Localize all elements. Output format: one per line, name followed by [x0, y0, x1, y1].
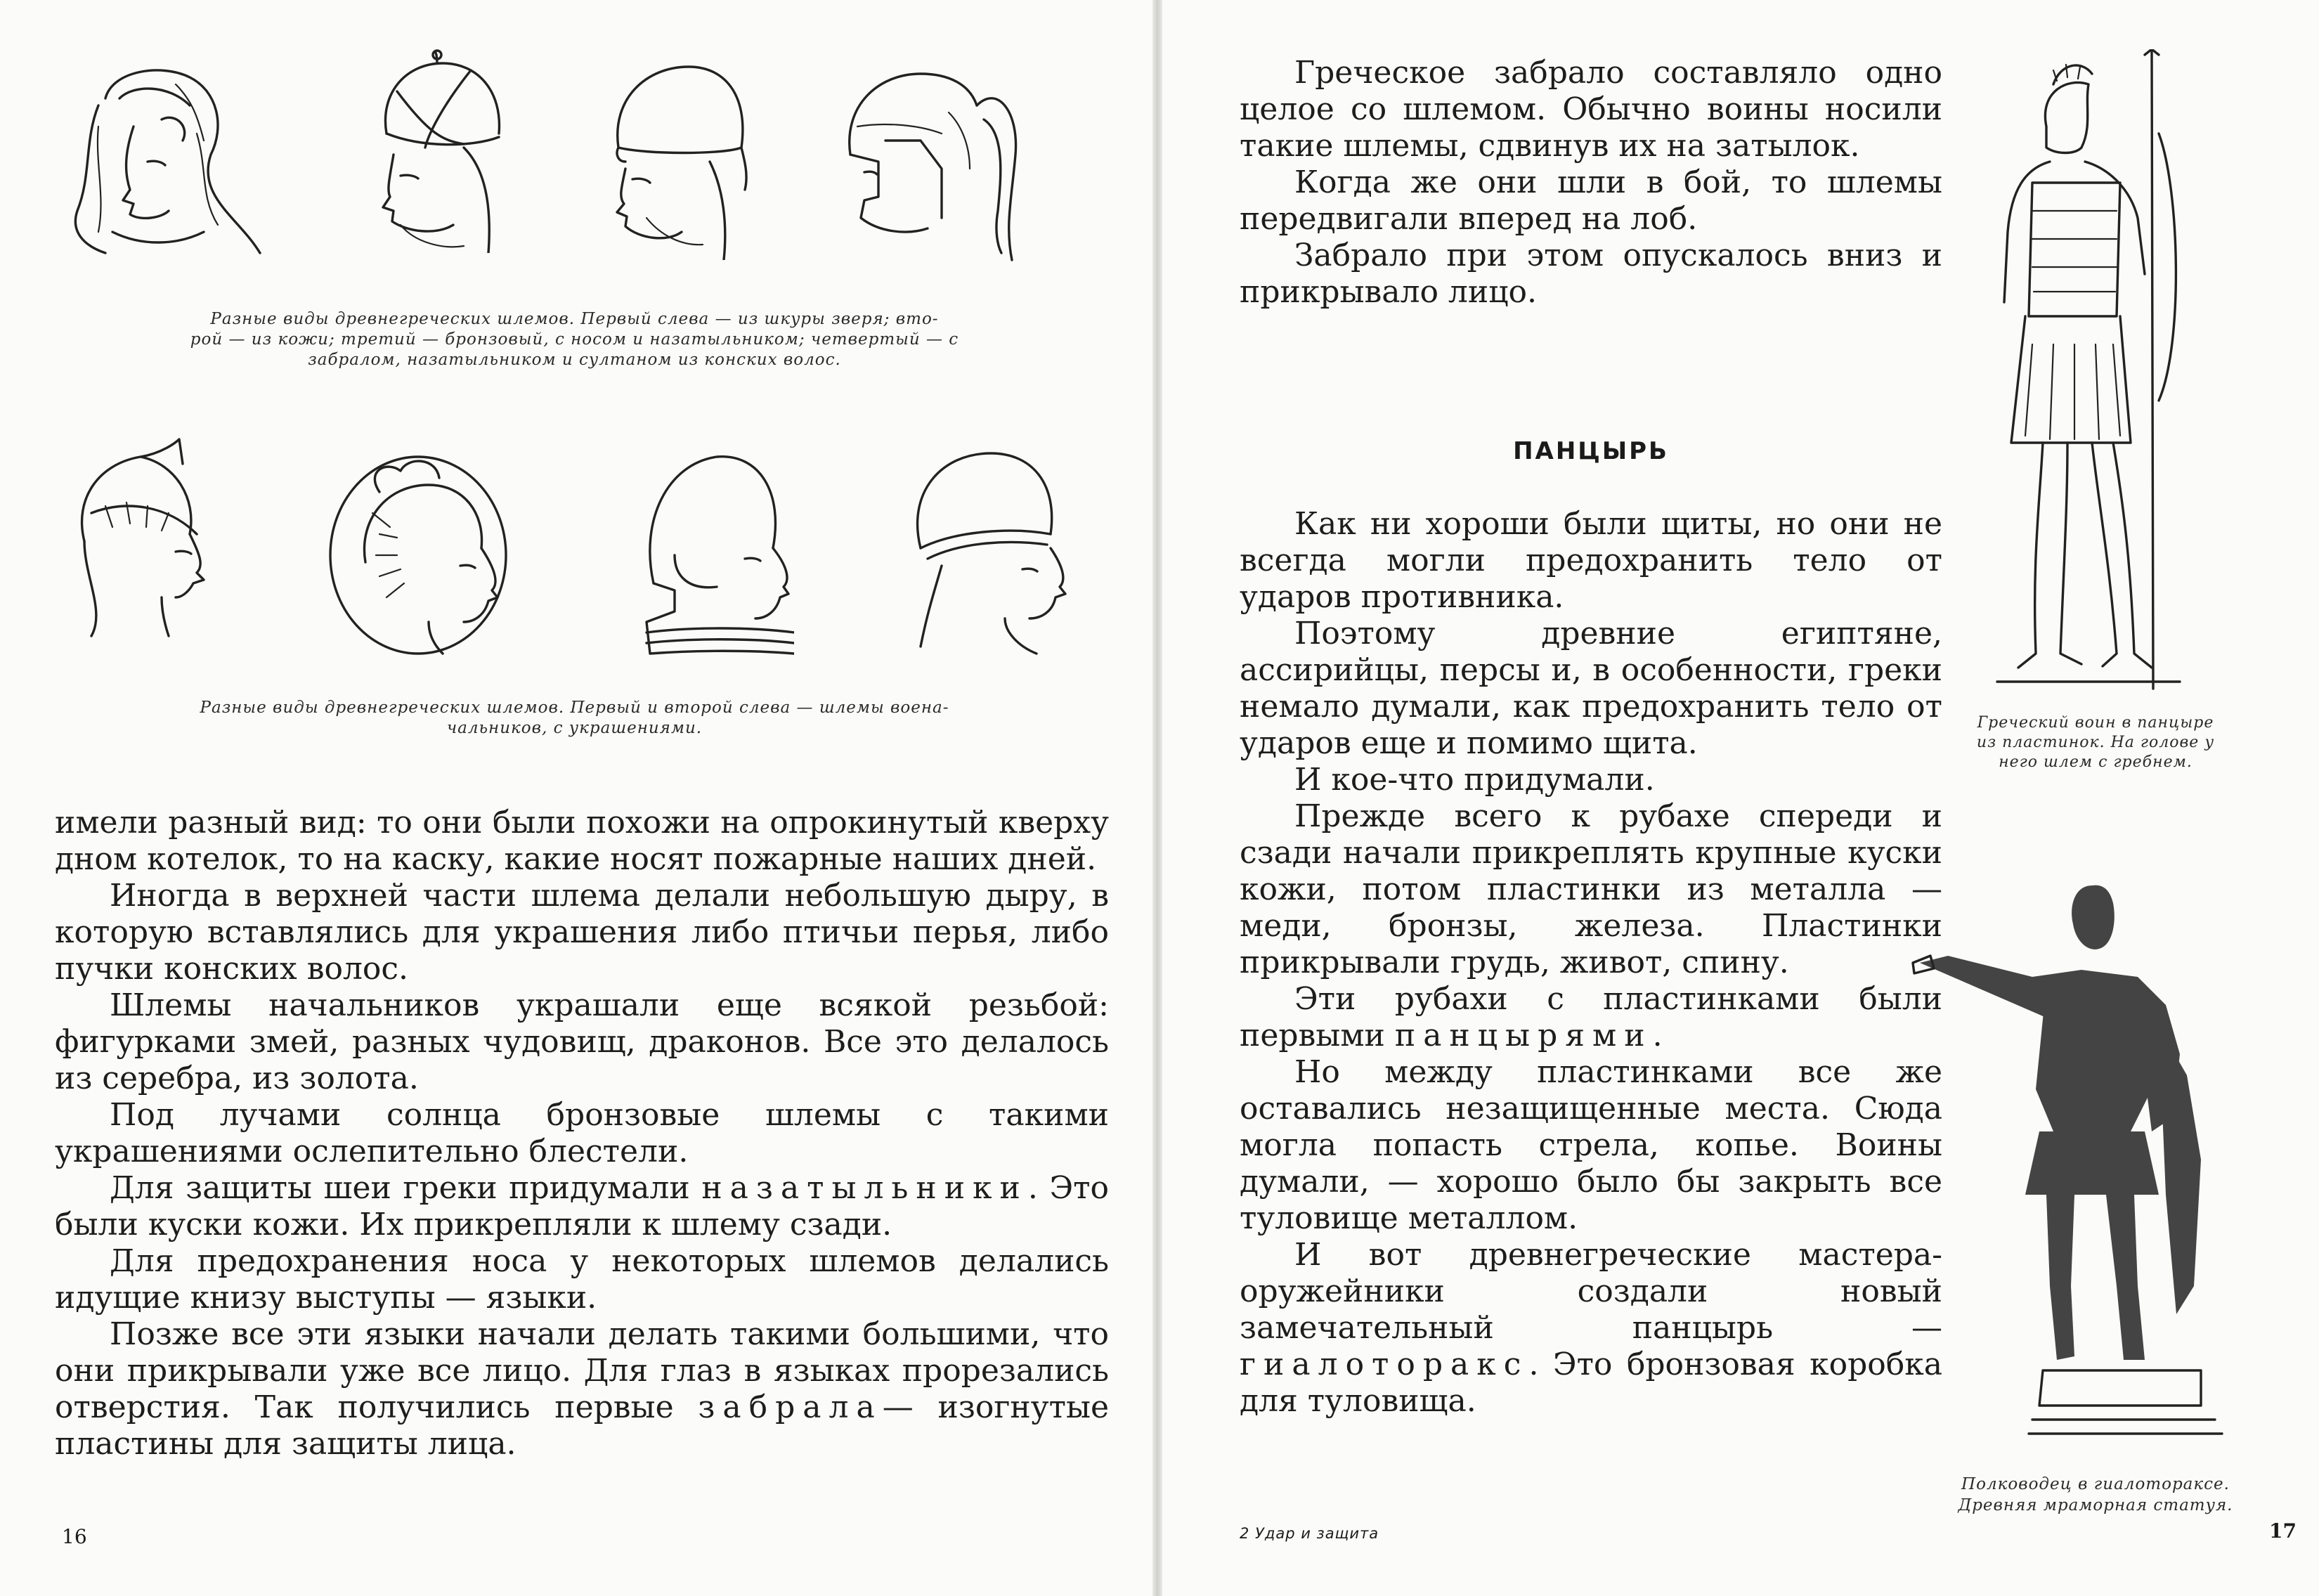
caption-line: чальников, с украшениями.: [446, 719, 703, 737]
footer-signature-mark: 2 Удар и защита: [1240, 1525, 1379, 1542]
caption-line: забралом, назатыльником и султаном из конских волос.: [308, 351, 841, 369]
paragraph-text: .: [1652, 1018, 1663, 1053]
page-number: 16: [62, 1525, 87, 1548]
caption-line: Греческий воин в панцыре: [1977, 714, 2214, 732]
helmet-cap-illustration: [632, 443, 794, 661]
paragraph: [1240, 981, 1942, 1054]
commander-statue-illustration: [1906, 864, 2271, 1441]
page-number: 17: [2269, 1519, 2297, 1543]
caption-line: него шлем с гребнем.: [1999, 753, 2193, 771]
helmet-visor-plume-illustration: [836, 56, 1040, 267]
spaced-term: забрала: [698, 1389, 883, 1425]
paragraph-text: И вот древнегреческие мастера-оружейники создали новый замечательный панцырь —: [1240, 1237, 1942, 1346]
caption-line: Разные виды древнегреческих шлемов. Первый слева — из шкуры зверя; вто-: [210, 310, 939, 328]
paragraph: Когда же они шли в бой, то шлемы передвигали вперед на лоб.: [1240, 164, 1942, 237]
paragraph: Как ни хороши были щиты, но они не всегда могли предохранить тело от ударов противника.: [1240, 506, 1942, 615]
caption-line: рой — из кожи; третий — бронзовый, с носом и назатыльником; четвертый — с: [190, 330, 959, 349]
helmet-rimmed-illustration: [899, 443, 1075, 661]
paragraph: [55, 1316, 1109, 1462]
caption-line: Разные виды древнегреческих шлемов. Первый и второй слева — шлемы воена-: [200, 699, 949, 717]
paragraph: Иногда в верхней части шлема делали небольшую дыру, в которую вставлялись для украшения либо птичьи перья, либо пучки конских волос.: [55, 878, 1109, 987]
helmet-coin-portrait-illustration: [323, 450, 513, 661]
paragraph-text: . Это были куски кожи. Их прикрепляли к шлему сзади.: [55, 1170, 1109, 1243]
paragraph: Греческое забрало составляло одно целое со шлемом. Обычно воины носили такие шлемы, сдвинув их на затылок.: [1240, 55, 1942, 164]
paragraph: Но между пластинками все же оставались незащищенные места. Сюда могла попасть стрела, копье. Воины думали, — хорошо было бы закрыть все туловище металлом.: [1240, 1054, 1942, 1236]
statue-caption: [1892, 1474, 2299, 1516]
spaced-term: назатыльники: [701, 1170, 1028, 1206]
helmets-caption-1: [53, 309, 1096, 370]
paragraph: Для предохранения носа у некоторых шлемов делались идущие книзу выступы — языки.: [55, 1243, 1109, 1316]
helmets-caption-2: [53, 698, 1096, 739]
paragraph: И кое-что придумали.: [1294, 762, 1655, 798]
spaced-term: гиалоторакс: [1240, 1347, 1529, 1382]
paragraph: Поэтому древние египтяне, ассирийцы, персы и, в особенности, греки немало думали, как предохранить тело от ударов еще и помимо щита.: [1240, 616, 1942, 761]
paragraph-text: . Это бронзовая коробка для туловища.: [1240, 1347, 1942, 1419]
helmet-bronze-illustration: [604, 56, 752, 260]
left-page: [0, 0, 1158, 1596]
helmet-fur-illustration: [56, 56, 274, 260]
helmet-leather-illustration: [358, 49, 520, 253]
caption-line: Древняя мраморная статуя.: [1958, 1496, 2233, 1514]
greek-warrior-illustration: [1969, 49, 2194, 696]
right-page: [1161, 0, 2319, 1596]
paragraph: Прежде всего к рубахе спереди и сзади начали прикреплять крупные куски кожи, потом пластинки из металла — меди, бронзы, железа. Пластинки прикрывали грудь, живот, спину.: [1240, 798, 1942, 980]
helmet-commander-illustration: [63, 436, 211, 640]
paragraph: Под лучами солнца бронзовые шлемы с такими украшениями ослепительно блестели.: [55, 1097, 1109, 1169]
paragraph: Шлемы начальников украшали еще всякой резьбой: фигурками змей, разных чудовищ, драконов. Все это делалось из серебра, из золота.: [55, 987, 1109, 1096]
caption-line: из пластинок. На голове у: [1976, 734, 2215, 751]
left-body-text: [55, 805, 1109, 1462]
paragraph-text: Позже все эти языки начали делать такими большими, что они прикрывали уже все лицо. Для глаз в языках прорезались отверстия. Так получились первые: [55, 1316, 1109, 1425]
section-heading: ПАНЦЫРЬ: [1513, 437, 1669, 465]
paragraph: Забрало при этом опускалось вниз и прикрывало лицо.: [1240, 238, 1942, 310]
paragraph-text: — изогнутые пластины для защиты лица.: [55, 1389, 1110, 1462]
caption-line: Полководец в гиалотораксе.: [1961, 1475, 2230, 1493]
paragraph: [1240, 1237, 1942, 1420]
right-intro-text: [1240, 55, 1942, 311]
right-body-text: [1240, 506, 1942, 1420]
warrior-caption: [1920, 713, 2271, 772]
spaced-term: панцырями: [1394, 1018, 1653, 1053]
paragraph: [55, 1170, 1109, 1243]
paragraph-text: Для защиты шеи греки придумали: [110, 1170, 690, 1206]
paragraph: имели разный вид: то они были похожи на опрокинутый кверху дном котелок, то на каску, какие носят пожарные наших дней.: [55, 805, 1109, 877]
paragraph-text: Эти рубахи с пластинками были первыми: [1240, 981, 1942, 1053]
